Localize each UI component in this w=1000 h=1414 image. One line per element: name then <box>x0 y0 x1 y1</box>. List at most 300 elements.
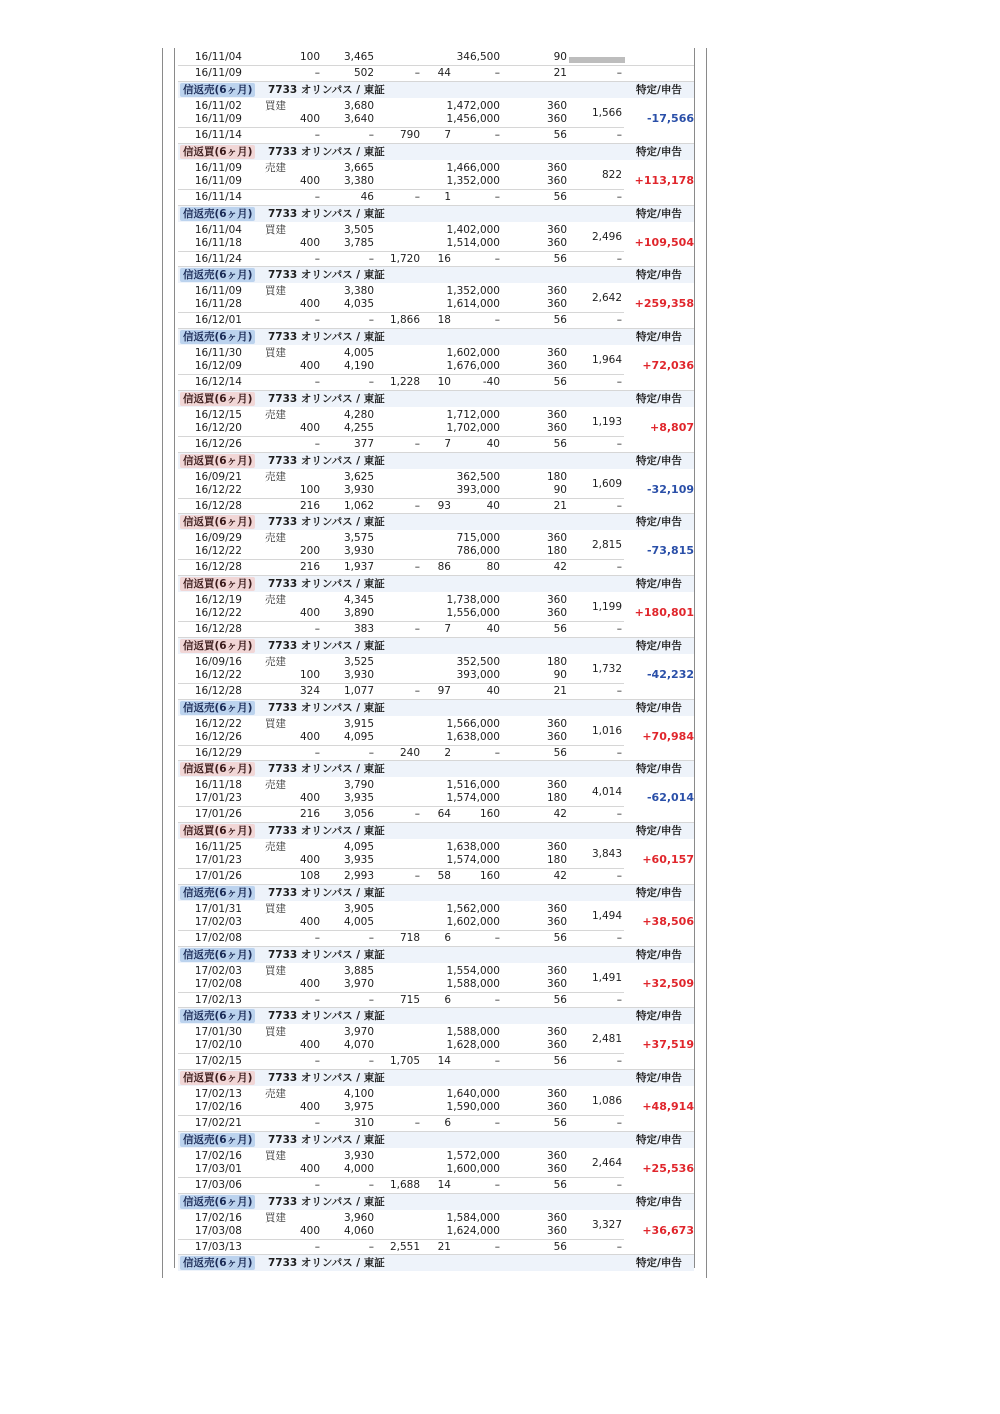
cell-close-price: 4,190 <box>343 360 374 372</box>
cell-close-date: 17/03/08 <box>194 1224 242 1237</box>
cell-open-interest: 360 <box>546 161 567 174</box>
cell-close-interest: 90 <box>553 668 567 681</box>
cell-quantity: 400 <box>299 298 320 311</box>
cell-close-price: 4,035 <box>343 298 374 311</box>
cell-quantity: 400 <box>299 1162 320 1175</box>
cell-value: – <box>414 808 420 821</box>
row-divider <box>178 806 624 807</box>
cell-close-date: 16/12/20 <box>194 421 242 434</box>
row-divider <box>178 621 624 622</box>
cell-days: 97 <box>437 684 451 697</box>
cell-cost: – <box>368 993 374 1006</box>
cell-open-price: 4,005 <box>343 347 374 359</box>
cell-fee: 2,481 <box>591 1033 622 1046</box>
cell-quantity: 400 <box>299 113 320 125</box>
cell-open-interest: 360 <box>546 408 567 421</box>
tax-account-label: 特定/申告 <box>636 1257 682 1270</box>
cell-close-amount: 1,514,000 <box>446 236 500 249</box>
cell-close-interest: 360 <box>546 360 567 372</box>
cell-days: 7 <box>444 129 451 141</box>
cell-profit: +70,984 <box>642 729 694 743</box>
tax-account-label: 特定/申告 <box>636 825 682 837</box>
cell-quantity: 100 <box>299 668 320 681</box>
cell-profit: +25,536 <box>642 1161 694 1175</box>
cell-open-amount: 1,466,000 <box>446 161 500 174</box>
cell-quantity: 400 <box>299 607 320 619</box>
cell-cost: 377 <box>353 437 374 450</box>
row-divider <box>178 992 624 993</box>
cell-quantity: 400 <box>299 1101 320 1113</box>
cell-open-date: 16/11/04 <box>194 223 242 236</box>
cell-open-price: 3,970 <box>343 1026 374 1039</box>
cell-value: 715 <box>399 993 420 1006</box>
cell-shares: – <box>314 190 320 203</box>
cell-open-date: 17/02/16 <box>194 1211 242 1224</box>
cell-open-date: 17/01/30 <box>194 1026 242 1039</box>
cell-fee: 3,843 <box>591 848 622 860</box>
cell-close-price: 3,970 <box>343 977 374 990</box>
cell-open-date: 17/02/13 <box>194 1088 242 1100</box>
row-divider <box>178 127 624 128</box>
cell-value: 1,705 <box>389 1055 420 1068</box>
cell-price: 502 <box>353 67 374 79</box>
tax-account-label: 特定/申告 <box>636 269 682 282</box>
trade-type-badge: 信返買(6ヶ月) <box>180 639 255 653</box>
cell-quantity: 400 <box>299 236 320 249</box>
cell-close-date: 16/11/09 <box>194 113 242 125</box>
tax-account-label: 特定/申告 <box>636 763 682 776</box>
cell-settle-date: 17/02/21 <box>194 1117 242 1129</box>
cell-close-date: 16/11/18 <box>194 236 242 249</box>
cell-open-amount: 1,738,000 <box>446 594 500 606</box>
cell-close-interest: 360 <box>546 1039 567 1052</box>
cell-settle-date: 16/12/28 <box>194 561 242 574</box>
cell-close-amount: 1,624,000 <box>446 1224 500 1237</box>
row-divider <box>178 868 624 869</box>
cell-profit: +32,509 <box>642 976 694 990</box>
cell-open-amount: 1,516,000 <box>446 779 500 792</box>
trade-type-badge: 信返売(6ヶ月) <box>180 948 255 962</box>
cell-close-interest: 360 <box>546 607 567 619</box>
row-divider <box>178 683 624 684</box>
cell-days: 18 <box>437 314 451 327</box>
cell-charge: 21 <box>553 684 567 697</box>
cell-shares: 324 <box>299 684 320 697</box>
cell-open-amount: 1,402,000 <box>446 223 500 236</box>
cell-charge: 42 <box>553 870 567 882</box>
cell-value: – <box>414 623 420 635</box>
cell-settle-date: 16/11/24 <box>194 252 242 265</box>
cell-cost: 46 <box>360 190 374 203</box>
cell-open-amount: 1,640,000 <box>446 1088 500 1100</box>
cell-charge: 56 <box>553 252 567 265</box>
cell-cost: 310 <box>353 1117 374 1129</box>
cell-close-date: 16/12/26 <box>194 730 242 743</box>
cell-close-price: 4,000 <box>343 1162 374 1175</box>
block-header-band <box>178 1070 694 1086</box>
cell-open-date: 16/09/21 <box>194 470 242 483</box>
cell-fee: 822 <box>601 168 622 181</box>
cell-profit: +259,358 <box>634 297 694 311</box>
tax-account-label: 特定/申告 <box>636 886 682 899</box>
cell-open-date: 16/11/30 <box>194 347 242 359</box>
cell-position-side: 売建 <box>265 161 286 174</box>
cell-open-interest: 360 <box>546 532 567 545</box>
cell-tax: – <box>616 129 622 141</box>
cell-close-price: 3,890 <box>343 607 374 619</box>
cell-profit: +8,807 <box>649 420 694 434</box>
cell-open-interest: 360 <box>546 1149 567 1162</box>
cell-open-date: 17/02/16 <box>194 1149 242 1162</box>
cell-position-side: 買建 <box>265 100 286 112</box>
cell-profit: +72,036 <box>642 359 694 372</box>
cell-settle-date: 17/03/06 <box>194 1178 242 1191</box>
cell-days: 44 <box>437 67 451 79</box>
cell-profit: -32,109 <box>646 482 694 496</box>
cell-settle-date: 16/12/28 <box>194 499 242 512</box>
cell-close-date: 17/02/16 <box>194 1101 242 1113</box>
cell-adjustment: – <box>494 252 500 265</box>
cell-settle-date: 17/02/13 <box>194 993 242 1006</box>
cell-profit: +109,504 <box>634 235 694 249</box>
cell-adjustment: – <box>494 746 500 759</box>
redaction-bar <box>569 57 625 63</box>
column-rule <box>706 48 707 1278</box>
security-name: 7733 オリンパス / 東証 <box>268 84 385 96</box>
tax-account-label: 特定/申告 <box>636 1133 682 1146</box>
cell-open-date: 16/09/29 <box>194 532 242 545</box>
block-header-band <box>178 144 694 160</box>
cell-close-amount: 1,628,000 <box>446 1039 500 1052</box>
cell-open-interest: 360 <box>546 594 567 606</box>
block-header-band <box>178 1008 694 1024</box>
cell-close-price: 4,255 <box>343 421 374 434</box>
cell-close-interest: 90 <box>553 483 567 496</box>
cell-adjustment: – <box>494 1240 500 1253</box>
row-divider <box>178 65 694 66</box>
block-header-band <box>178 823 694 839</box>
cell-days: 58 <box>437 870 451 882</box>
cell-cost: – <box>368 1055 374 1068</box>
cell-adjustment: – <box>494 931 500 944</box>
cell-charge: 56 <box>553 1240 567 1253</box>
cell-days: 6 <box>444 993 451 1006</box>
cell-value: 2,551 <box>389 1240 420 1253</box>
cell-close-interest: 180 <box>546 545 567 558</box>
cell-tax: – <box>616 1178 622 1191</box>
trade-type-badge: 信返買(6ヶ月) <box>180 145 255 159</box>
cell-settle-date: 16/12/28 <box>194 684 242 697</box>
cell-shares: – <box>314 746 320 759</box>
cell-tax: – <box>616 746 622 759</box>
cell-profit: +60,157 <box>642 853 694 866</box>
cell-shares: – <box>314 129 320 141</box>
trade-type-badge: 信返売(6ヶ月) <box>180 268 255 282</box>
cell-cost: – <box>368 252 374 265</box>
cell-close-amount: 1,614,000 <box>446 298 500 311</box>
cell-fee: 1,193 <box>591 415 622 428</box>
cell-open-date: 17/02/03 <box>194 964 242 977</box>
cell-charge: 56 <box>553 1117 567 1129</box>
cell-charge: 42 <box>553 561 567 574</box>
security-name: 7733 オリンパス / 東証 <box>268 701 385 714</box>
row-divider <box>178 436 624 437</box>
trade-type-badge: 信返売(6ヶ月) <box>180 1009 255 1023</box>
row-divider <box>178 312 624 313</box>
cell-shares: 216 <box>299 808 320 821</box>
cell-close-date: 16/12/22 <box>194 483 242 496</box>
cell-shares: 216 <box>299 561 320 574</box>
cell-quantity: 400 <box>299 174 320 187</box>
cell-fee: 4,014 <box>591 786 622 799</box>
cell-close-price: 3,930 <box>343 483 374 496</box>
cell-position-side: 売建 <box>265 532 286 545</box>
cell-open-amount: 1,566,000 <box>446 717 500 730</box>
cell-settle-date: 17/02/08 <box>194 931 242 944</box>
tax-account-label: 特定/申告 <box>636 516 682 529</box>
cell-close-price: 3,785 <box>343 236 374 249</box>
cell-value: – <box>414 190 420 203</box>
row-divider <box>178 930 624 931</box>
cell-fee: 1,016 <box>591 724 622 737</box>
cell-settle-date: 16/12/28 <box>194 623 242 635</box>
cell-fee: 1,199 <box>591 601 622 613</box>
trade-type-badge: 信返売(6ヶ月) <box>180 207 255 221</box>
cell-days: 14 <box>437 1178 451 1191</box>
cell-shares: – <box>314 314 320 327</box>
cell-quantity: 400 <box>299 730 320 743</box>
block-header-band <box>178 329 694 345</box>
cell-value: 240 <box>399 746 420 759</box>
cell-adjustment: 160 <box>479 870 500 882</box>
cell-adjustment: 160 <box>479 808 500 821</box>
cell-open-amount: 715,000 <box>456 532 500 545</box>
cell-adjustment: 40 <box>486 499 500 512</box>
cell-open-price: 3,525 <box>343 655 374 668</box>
trade-type-badge: 信返買(6ヶ月) <box>180 824 255 838</box>
cell-profit: +36,673 <box>642 1223 694 1237</box>
cell-tax: – <box>616 376 622 388</box>
cell-tax: – <box>616 561 622 574</box>
cell-fee: 2,815 <box>591 539 622 552</box>
cell-position-side: 買建 <box>265 902 286 915</box>
tax-account-label: 特定/申告 <box>636 701 682 714</box>
trade-type-badge: 信返売(6ヶ月) <box>180 1133 255 1147</box>
trade-type-badge: 信返売(6ヶ月) <box>180 886 255 900</box>
security-name: 7733 オリンパス / 東証 <box>268 886 385 899</box>
cell-open-amount: 1,554,000 <box>446 964 500 977</box>
cell-open-interest: 360 <box>546 100 567 112</box>
cell-value: 1,866 <box>389 314 420 327</box>
row-divider <box>178 498 624 499</box>
cell-quantity: 400 <box>299 854 320 866</box>
cell-close-interest: 360 <box>546 236 567 249</box>
cell-open-date: 17/01/31 <box>194 902 242 915</box>
cell-open-amount: 1,588,000 <box>446 1026 500 1039</box>
cell-amount: 346,500 <box>456 51 500 63</box>
cell-cost: 383 <box>353 623 374 635</box>
tax-account-label: 特定/申告 <box>636 331 682 343</box>
cell-close-interest: 360 <box>546 977 567 990</box>
security-name: 7733 オリンパス / 東証 <box>268 578 385 590</box>
cell-profit: -73,815 <box>646 544 694 558</box>
row-divider <box>178 559 624 560</box>
cell-position-side: 買建 <box>265 964 286 977</box>
cell-fee: 3,327 <box>591 1218 622 1231</box>
tax-account-label: 特定/申告 <box>636 1010 682 1023</box>
cell-profit: +48,914 <box>642 1100 694 1113</box>
cell-days: 7 <box>444 437 451 450</box>
block-header-band <box>178 1132 694 1148</box>
tax-account-label: 特定/申告 <box>636 1072 682 1084</box>
block-header-band <box>178 1194 694 1210</box>
cell-fee: 1,609 <box>591 477 622 490</box>
cell-adjustment: – <box>494 129 500 141</box>
cell-value: 718 <box>399 931 420 944</box>
cell-open-amount: 1,638,000 <box>446 841 500 853</box>
security-name: 7733 オリンパス / 東証 <box>268 1010 385 1023</box>
cell-quantity: 100 <box>299 51 320 63</box>
cell-position-side: 買建 <box>265 717 286 730</box>
cell-shares: – <box>314 1117 320 1129</box>
cell-quantity: 100 <box>299 483 320 496</box>
cell-close-date: 16/11/28 <box>194 298 242 311</box>
column-rule <box>694 48 695 1268</box>
cell-quantity: – <box>314 67 320 79</box>
cell-open-price: 4,280 <box>343 408 374 421</box>
cell-close-price: 4,095 <box>343 730 374 743</box>
cell-position-side: 売建 <box>265 470 286 483</box>
cell-close-date: 17/02/03 <box>194 915 242 928</box>
cell-fee: 1,964 <box>591 354 622 366</box>
cell-charge: 56 <box>553 931 567 944</box>
cell-quantity: 400 <box>299 1039 320 1052</box>
cell-close-interest: 180 <box>546 854 567 866</box>
block-header-band <box>178 638 694 654</box>
cell-open-price: 4,345 <box>343 594 374 606</box>
cell-open-interest: 360 <box>546 347 567 359</box>
block-header-band <box>178 453 694 469</box>
trade-type-badge: 信返売(6ヶ月) <box>180 330 255 344</box>
cell-settle-date: 16/12/14 <box>194 376 242 388</box>
cell-tax: – <box>616 1055 622 1068</box>
trade-type-badge: 信返買(6ヶ月) <box>180 1071 255 1085</box>
cell-charge: 56 <box>553 314 567 327</box>
cell-fee: – <box>616 67 622 79</box>
cell-profit: +180,801 <box>634 606 694 619</box>
cell-cost: 3,056 <box>343 808 374 821</box>
cell-adjustment: – <box>494 314 500 327</box>
cell-tax: – <box>616 808 622 821</box>
cell-value: – <box>414 870 420 882</box>
cell-value: 1,228 <box>389 376 420 388</box>
cell-shares: – <box>314 376 320 388</box>
cell-profit: -42,232 <box>646 667 694 681</box>
tax-account-label: 特定/申告 <box>636 84 682 96</box>
cell-cost: 1,937 <box>343 561 374 574</box>
cell-shares: – <box>314 1240 320 1253</box>
cell-fee: 1,732 <box>591 662 622 675</box>
cell-settle-date: 16/11/14 <box>194 190 242 203</box>
column-rule <box>174 48 175 1268</box>
trade-type-badge: 信返売(6ヶ月) <box>180 701 255 715</box>
cell-quantity: 400 <box>299 1224 320 1237</box>
security-name: 7733 オリンパス / 東証 <box>268 207 385 220</box>
cell-adjustment: – <box>494 1117 500 1129</box>
cell-close-amount: 1,702,000 <box>446 421 500 434</box>
cell-gain: – <box>414 67 420 79</box>
cell-position-side: 売建 <box>265 408 286 421</box>
cell-tax: – <box>616 870 622 882</box>
cell-close-amount: 1,638,000 <box>446 730 500 743</box>
cell-open-price: 3,930 <box>343 1149 374 1162</box>
cell-cost: 2,993 <box>343 870 374 882</box>
cell-profit: +38,506 <box>642 914 694 928</box>
cell-shares: – <box>314 623 320 635</box>
cell-open-interest: 360 <box>546 902 567 915</box>
cell-cost: – <box>368 931 374 944</box>
cell-tax: – <box>616 993 622 1006</box>
cell-open-date: 16/12/19 <box>194 594 242 606</box>
cell-shares: – <box>314 252 320 265</box>
cell-close-interest: 360 <box>546 421 567 434</box>
cell-close-price: 4,005 <box>343 915 374 928</box>
cell-close-amount: 1,556,000 <box>446 607 500 619</box>
cell-tax: – <box>616 314 622 327</box>
cell-charge: 56 <box>553 376 567 388</box>
cell-settle-date: 16/12/29 <box>194 746 242 759</box>
security-name: 7733 オリンパス / 東証 <box>268 454 385 467</box>
cell-close-amount: 1,456,000 <box>446 113 500 125</box>
cell-settle-date: 17/02/15 <box>194 1055 242 1068</box>
cell-adjustment: – <box>494 1178 500 1191</box>
cell-charge: 21 <box>553 499 567 512</box>
cell-close-amount: 393,000 <box>456 668 500 681</box>
cell-open-price: 3,885 <box>343 964 374 977</box>
security-name: 7733 オリンパス / 東証 <box>268 825 385 837</box>
row-divider <box>178 1177 624 1178</box>
block-header-band <box>178 267 694 283</box>
row-divider <box>178 251 624 252</box>
cell-close-price: 3,930 <box>343 668 374 681</box>
trade-type-badge: 信返買(6ヶ月) <box>180 392 255 406</box>
cell-close-date: 16/12/22 <box>194 607 242 619</box>
cell-cost: 1,077 <box>343 684 374 697</box>
cell-value: 1,720 <box>389 252 420 265</box>
cell-value: – <box>414 499 420 512</box>
cell-open-date: 16/11/09 <box>194 161 242 174</box>
cell-open-amount: 1,572,000 <box>446 1149 500 1162</box>
cell-cost: – <box>368 1178 374 1191</box>
trade-type-badge: 信返売(6ヶ月) <box>180 83 255 97</box>
cell-tax: – <box>616 1117 622 1129</box>
cell-open-interest: 180 <box>546 655 567 668</box>
cell-close-interest: 360 <box>546 174 567 187</box>
cell-charge: 56 <box>553 437 567 450</box>
cell-open-price: 3,905 <box>343 902 374 915</box>
cell-cost: – <box>368 746 374 759</box>
cell-open-interest: 360 <box>546 964 567 977</box>
cell-quantity: 400 <box>299 792 320 805</box>
cell-close-interest: 360 <box>546 1101 567 1113</box>
cell-close-date: 17/03/01 <box>194 1162 242 1175</box>
cell-shares: – <box>314 1178 320 1191</box>
cell-close-price: 3,935 <box>343 792 374 805</box>
security-name: 7733 オリンパス / 東証 <box>268 1072 385 1084</box>
cell-open-amount: 1,584,000 <box>446 1211 500 1224</box>
trade-type-badge: 信返売(6ヶ月) <box>180 1256 255 1270</box>
cell-price: 3,465 <box>343 51 374 63</box>
